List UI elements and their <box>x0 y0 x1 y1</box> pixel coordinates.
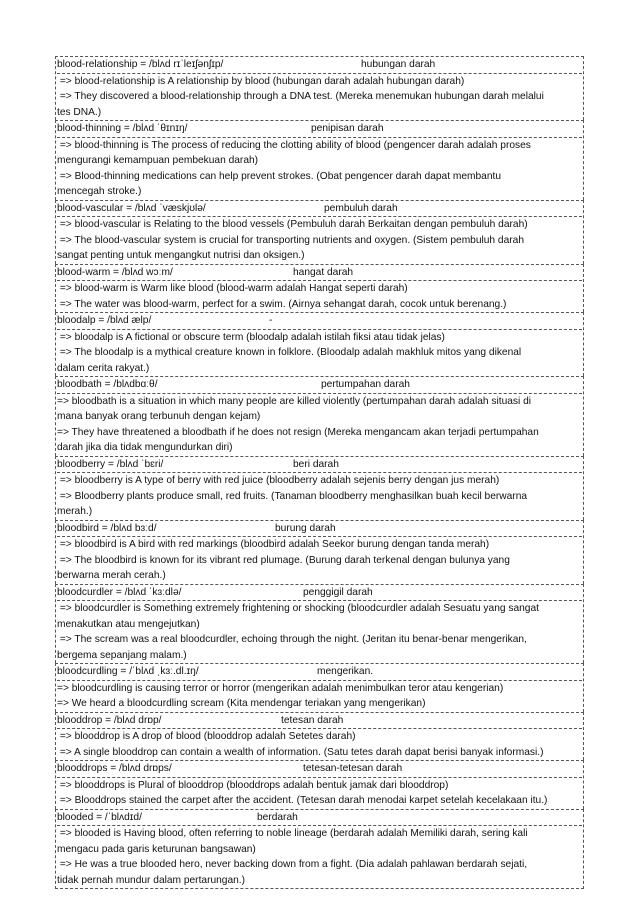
entry-term: bloodcurdling = /ˈblʌd ˌkɜː.dl.ɪŋ/ <box>57 666 199 677</box>
entry-line: => Blooddrops stained the carpet after the accident. (Tetesan darah menodai karpet setelah kecelakaan itu.) <box>57 795 548 806</box>
entry-line: => They discovered a blood-relationship through a DNA test. (Mereka menemukan hubungan darah melalui <box>57 91 544 102</box>
entry-header <box>57 810 582 826</box>
dictionary-entry <box>55 456 584 520</box>
entry-meaning: berdarah <box>257 811 298 823</box>
entry-line: berwarna merah cerah.) <box>57 570 166 581</box>
entry-line: => bloodalp is A fictional or obscure term (bloodalp adalah istilah fiksi atau tidak jelas) <box>57 329 582 346</box>
entry-line: => bloodcurdling is causing terror or horror (mengerikan adalah menimbulkan teror atau kengerian) <box>57 680 582 697</box>
entry-line: => A single blooddrop can contain a wealth of information. (Satu tetes darah dapat berisi banyak informasi.) <box>57 746 544 758</box>
entry-line: => blood-vascular is Relating to the blood vessels (Pembuluh darah Berkaitan dengan pembuluh darah) <box>57 216 582 233</box>
entry-header <box>57 57 582 73</box>
entry-meaning: beri darah <box>293 458 339 470</box>
entry-term: bloodberry = /blʌd ˈbɛri/ <box>57 458 164 470</box>
entry-term: bloodalp = /blʌd ælp/ <box>57 315 152 326</box>
entry-meaning: burung darah <box>275 522 336 534</box>
entry-meaning: penggigil darah <box>303 586 373 598</box>
entry-line: => Bloodberry plants produce small, red fruits. (Tanaman bloodberry menghasilkan buah kecil berwarna <box>57 490 528 502</box>
entry-line: => The blood-vascular system is crucial for transporting nutrients and oxygen. (Sistem pembuluh darah <box>57 234 524 246</box>
entry-term: bloodcurdler = /blʌd ˈkɜːdlə/ <box>57 586 182 598</box>
dictionary-entry <box>55 264 584 313</box>
entry-meaning: hangat darah <box>293 266 354 278</box>
dictionary-entry <box>55 520 584 584</box>
entry-line: dalam cerita rakyat.) <box>57 362 150 374</box>
entry-term: blood-warm = /blʌd wɔːm/ <box>57 266 173 278</box>
entry-line: => blood-thinning is The process of reducing the clotting ability of blood (pengencer darah adalah proses <box>57 137 582 154</box>
entry-line: => The water was blood-warm, perfect for a swim. (Airnya sehangat darah, cocok untuk berenang.) <box>57 298 507 310</box>
entry-meaning: tetesan-tetesan darah <box>303 763 403 774</box>
entry-line: mengacu pada garis keturunan bangsawan) <box>57 843 256 855</box>
dictionary-entry <box>55 712 584 761</box>
entry-line: sangat penting untuk mengangkut nutrisi dan oksigen.) <box>57 250 305 261</box>
entry-term: blooddrop = /blʌd drɒp/ <box>57 714 162 726</box>
entry-term: blood-thinning = /blʌd ˈθɪnɪŋ/ <box>57 123 188 134</box>
dictionary-entry <box>55 376 584 456</box>
entry-line: => bloodberry is A type of berry with red juice (bloodberry adalah sejenis berry dengan jus merah) <box>57 472 582 489</box>
entry-line: mengurangi kemampuan pembekuan darah) <box>57 155 259 166</box>
entry-header <box>57 121 582 137</box>
entry-header <box>57 585 582 601</box>
entry-meaning: tetesan darah <box>281 714 344 726</box>
dictionary-entry <box>55 312 584 376</box>
dictionary-entry <box>55 584 584 664</box>
entry-header <box>57 377 582 393</box>
entry-line: bergema sepanjang malam.) <box>57 649 187 661</box>
entry-line: tes DNA.) <box>57 106 102 118</box>
entry-header <box>57 521 582 537</box>
entry-line: => blooddrops is Plural of blooddrop (blooddrops adalah bentuk jamak dari blooddrop) <box>57 777 582 794</box>
entry-term: blood-relationship = /blʌd rɪˈleɪʃənʃɪp/ <box>57 59 224 70</box>
entry-line: => Blood-thinning medications can help prevent strokes. (Obat pengencer darah dapat membantu <box>57 170 502 182</box>
entry-meaning: hubungan darah <box>361 59 436 70</box>
entry-line: => The scream was a real bloodcurdler, echoing through the night. (Jeritan itu benar-benar mengerikan, <box>57 634 527 645</box>
dictionary-entry <box>55 200 584 264</box>
entry-line: darah jika dia tidak mengundurkan diri) <box>57 442 233 453</box>
entry-header <box>57 761 582 777</box>
entry-term: blood-vascular = /blʌd ˈvæskjʊlə/ <box>57 202 206 214</box>
entry-meaning: penipisan darah <box>311 123 384 134</box>
entry-header <box>57 201 582 217</box>
entry-term: blooded = /ˈblʌdɪd/ <box>57 811 142 823</box>
entry-meaning: mengerikan. <box>317 666 374 677</box>
entry-meaning: pertumpahan darah <box>321 379 410 390</box>
entry-line: => bloodbath is a situation in which many people are killed violently (pertumpahan darah adalah situasi di <box>57 393 582 410</box>
entry-term: bloodbird = /blʌd bɜːd/ <box>57 522 157 534</box>
dictionary-table <box>55 56 584 889</box>
dictionary-entry <box>55 760 584 809</box>
entry-line: mencegah stroke.) <box>57 186 142 197</box>
entry-line: tidak pernah mundur dalam pertarungan.) <box>57 874 246 886</box>
entry-line: mana banyak orang terbunuh dengan kejam) <box>57 411 261 422</box>
entry-term: blooddrops = /blʌd drɒps/ <box>57 763 172 774</box>
entry-line: => bloodbird is A bird with red markings (bloodbird adalah Seekor burung dengan tanda merah) <box>57 536 582 553</box>
dictionary-entry <box>55 120 584 200</box>
entry-meaning: - <box>269 315 273 326</box>
entry-line: => He was a true blooded hero, never backing down from a fight. (Dia adalah pahlawan berdarah sejati, <box>57 859 528 870</box>
entry-meaning: pembuluh darah <box>324 202 398 214</box>
entry-header <box>57 664 582 680</box>
dictionary-entry <box>55 56 584 120</box>
entry-line: => blooded is Having blood, often referring to noble lineage (berdarah adalah Memiliki darah, sering kali <box>57 825 582 842</box>
entry-header <box>57 713 582 729</box>
entry-header <box>57 457 582 473</box>
entry-header <box>57 265 582 281</box>
entry-line: => We heard a bloodcurdling scream (Kita mendengar teriakan yang mengerikan) <box>57 698 426 709</box>
entry-line: => blood-relationship is A relationship by blood (hubungan darah adalah hubungan darah) <box>57 73 582 90</box>
dictionary-entry <box>55 663 584 712</box>
entry-line: => They have threatened a bloodbath if he does not resign (Mereka mengancam akan terjadi pertumpahan <box>57 426 539 438</box>
entry-line: => The bloodalp is a mythical creature known in folklore. (Bloodalp adalah makhluk mitos yang dikenal <box>57 347 522 358</box>
entry-term: bloodbath = /blʌdbɑːθ/ <box>57 379 158 390</box>
dictionary-entry <box>55 809 584 890</box>
entry-line: => blood-warm is Warm like blood (blood-warm adalah Hangat seperti darah) <box>57 280 582 297</box>
entry-line: => bloodcurdler is Something extremely frightening or shocking (bloodcurdler adalah Sesuatu yang sangat <box>57 600 582 617</box>
entry-line: merah.) <box>57 506 93 517</box>
entry-line: => blooddrop is A drop of blood (blooddrop adalah Setetes darah) <box>57 728 582 745</box>
entry-header <box>57 313 582 329</box>
entry-line: menakutkan atau mengejutkan) <box>57 618 200 630</box>
entry-line: => The bloodbird is known for its vibrant red plumage. (Burung darah terkenal dengan bulunya yang <box>57 554 510 566</box>
